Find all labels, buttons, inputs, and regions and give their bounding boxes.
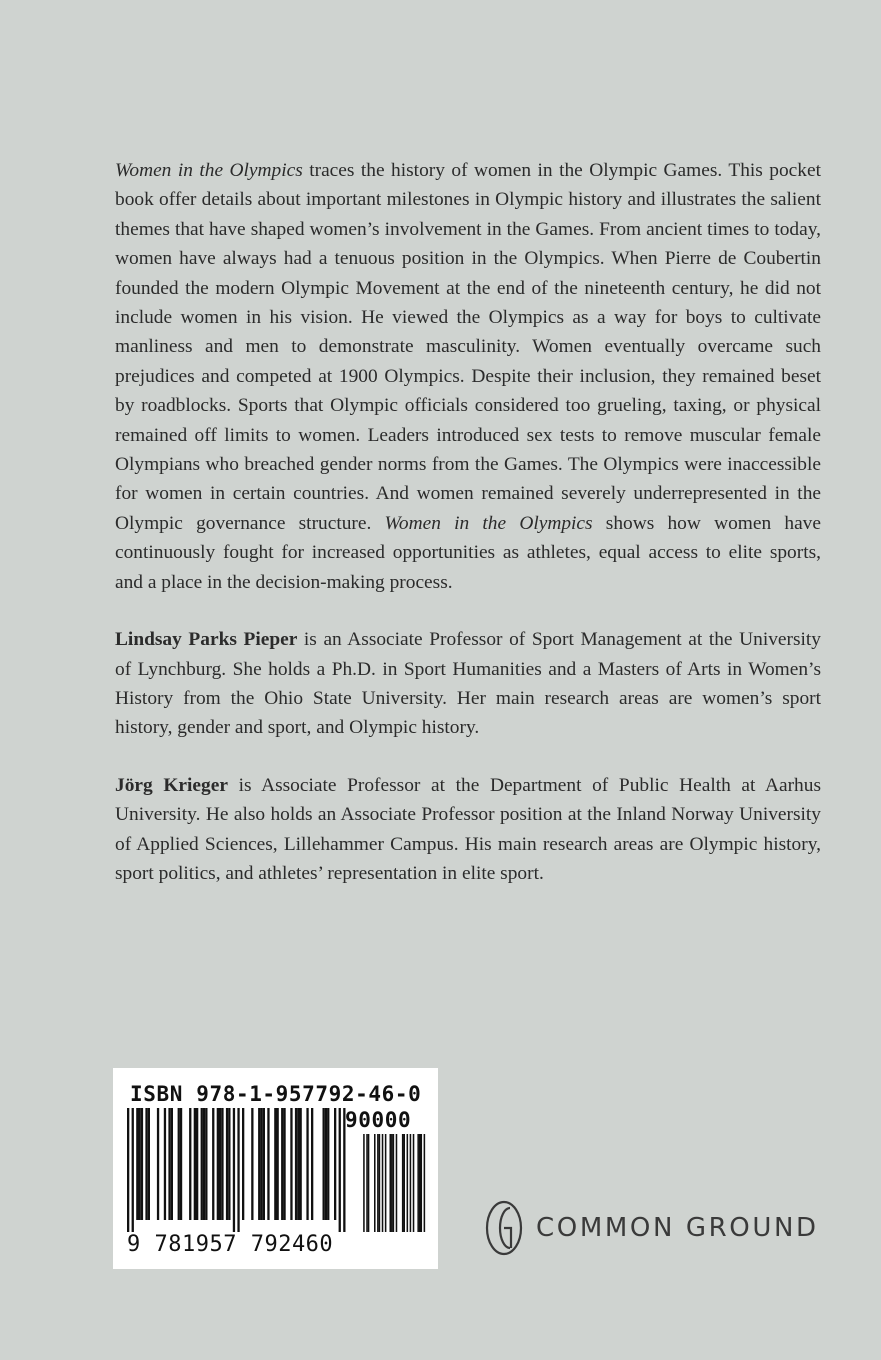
addon-bar <box>413 1134 415 1232</box>
addon-bar <box>419 1134 421 1232</box>
barcode-bar <box>311 1108 313 1220</box>
barcode-bar <box>295 1108 297 1220</box>
barcode-bar <box>168 1108 170 1220</box>
barcode-bar <box>323 1108 325 1220</box>
barcode-bar <box>221 1108 223 1220</box>
author-bio-2 <box>115 771 821 889</box>
barcode-bar <box>226 1108 228 1220</box>
barcode-bar <box>201 1108 203 1220</box>
addon-bar <box>382 1134 384 1232</box>
addon-bar <box>417 1134 419 1232</box>
barcode-bars <box>127 1108 427 1232</box>
barcode-bar <box>141 1108 143 1220</box>
barcode-bar <box>283 1108 285 1220</box>
addon-bar <box>421 1134 423 1232</box>
book-title-italic-2: Women in the Olympics <box>384 512 593 534</box>
barcode-bar <box>306 1108 308 1220</box>
barcode-bar <box>267 1108 269 1220</box>
addon-bar <box>368 1134 370 1232</box>
publisher-name: COMMON GROUND <box>536 1213 819 1243</box>
barcode-bar <box>281 1108 283 1220</box>
addon-bar <box>402 1134 404 1232</box>
barcode-bar <box>263 1108 265 1220</box>
book-title-italic: Women in the Olympics <box>115 160 303 181</box>
addon-bar <box>363 1134 365 1232</box>
isbn-barcode <box>113 1068 438 1269</box>
barcode-bar <box>251 1108 253 1220</box>
barcode-bar <box>277 1108 279 1220</box>
barcode-bar <box>189 1108 191 1220</box>
addon-bar <box>424 1134 426 1232</box>
description-part-2: shows how women have continuously fought for increased opportunities as athletes, equal access to elite sports, and a place in the decision-making process. <box>115 512 821 593</box>
addon-bar <box>407 1134 409 1232</box>
back-cover-text <box>115 156 821 888</box>
addon-bar <box>390 1134 392 1232</box>
barcode-bar <box>219 1108 221 1220</box>
barcode-bar <box>132 1108 134 1232</box>
barcode-bar <box>127 1108 129 1232</box>
price-code: 90000 <box>345 1108 412 1132</box>
barcode-bar <box>157 1108 159 1220</box>
isbn-label: ISBN 978-1-957792-46-0 <box>130 1082 422 1106</box>
barcode-bar <box>164 1108 166 1220</box>
barcode-digits: 9 781957 792460 <box>127 1232 334 1257</box>
barcode-bar <box>300 1108 302 1220</box>
addon-bar <box>366 1134 368 1232</box>
barcode-bar <box>290 1108 292 1220</box>
addon-bar <box>410 1134 412 1232</box>
barcode-bar <box>217 1108 219 1220</box>
barcode-bar <box>148 1108 150 1220</box>
barcode-bar <box>205 1108 207 1220</box>
barcode-bar <box>145 1108 147 1220</box>
barcode-bar <box>237 1108 239 1232</box>
book-description <box>115 156 821 597</box>
addon-bar <box>377 1134 379 1232</box>
author-name-1: Lindsay Parks Pieper <box>115 629 298 651</box>
barcode-bar <box>203 1108 205 1220</box>
barcode-bar <box>194 1108 196 1220</box>
barcode-bar <box>228 1108 230 1220</box>
addon-bar <box>403 1134 405 1232</box>
barcode-bar <box>258 1108 260 1220</box>
barcode-bar <box>233 1108 235 1232</box>
barcode-bar <box>212 1108 214 1220</box>
barcode-bar <box>343 1108 345 1232</box>
author-name-2: Jörg Krieger <box>115 774 228 796</box>
barcode-bar <box>180 1108 182 1220</box>
author-bio-1 <box>115 625 821 743</box>
publisher-logo <box>484 1200 819 1256</box>
addon-bar <box>393 1134 395 1232</box>
barcode-bar <box>171 1108 173 1220</box>
barcode-bar <box>339 1108 341 1232</box>
addon-bar <box>391 1134 393 1232</box>
barcode-bar <box>242 1108 244 1220</box>
author-bio-text-1: is an Associate Professor of Sport Management at the University of Lynchburg. She holds a Ph.D. in Sport Humanities and a Masters of Arts in Women’s History from the Ohio State University. Her main research areas are women’s sport history, gender and sport, and Olympic history. <box>115 629 821 739</box>
barcode-bar <box>136 1108 138 1220</box>
common-ground-logo-icon <box>484 1199 524 1257</box>
author-bio-text-2: is Associate Professor at the Department of Public Health at Aarhus University. He also holds an Associate Professor position at the Inland Norway University of Applied Sciences, Lillehammer Campus. His main research areas are Olympic history, sport politics, and athletes’ representation in elite sport. <box>115 774 821 884</box>
addon-bar <box>374 1134 376 1232</box>
description-part-1: traces the history of women in the Olympic Games. This pocket book offer details about important milestones in Olympic history and illustrates the salient themes that have shaped women’s involvement in the Games. From ancient times to today, women have always had a tenuous position in the Olympics. When Pierre de Coubertin founded the modern Olympic Movement at the end of the nineteenth century, he did not include women in his vision. He viewed the Olympics as a way for boys to cultivate manliness and men to demonstrate masculinity. Women eventually overcame such prejudices and competed at 1900 Olympics. Despite their inclusion, they remained beset by roadblocks. Sports that Olympic officials considered too grueling, taxing, or physical remained off limits to women. Leaders introduced sex tests to remove muscular female Olympians who breached gender norms from the Games. The Olympics were inaccessible for women in certain countries. And women remained severely underrepresented in the Olympic governance structure. <box>115 160 821 534</box>
barcode-bar <box>260 1108 262 1220</box>
addon-bar <box>379 1134 381 1232</box>
barcode-bar <box>334 1108 336 1220</box>
barcode-bar <box>274 1108 276 1220</box>
addon-bar <box>396 1134 398 1232</box>
barcode-bar <box>139 1108 141 1220</box>
addon-bar <box>385 1134 387 1232</box>
barcode-bar <box>327 1108 329 1220</box>
barcode-bar <box>178 1108 180 1220</box>
barcode-bar <box>325 1108 327 1220</box>
barcode-bar <box>297 1108 299 1220</box>
barcode-bar <box>196 1108 198 1220</box>
